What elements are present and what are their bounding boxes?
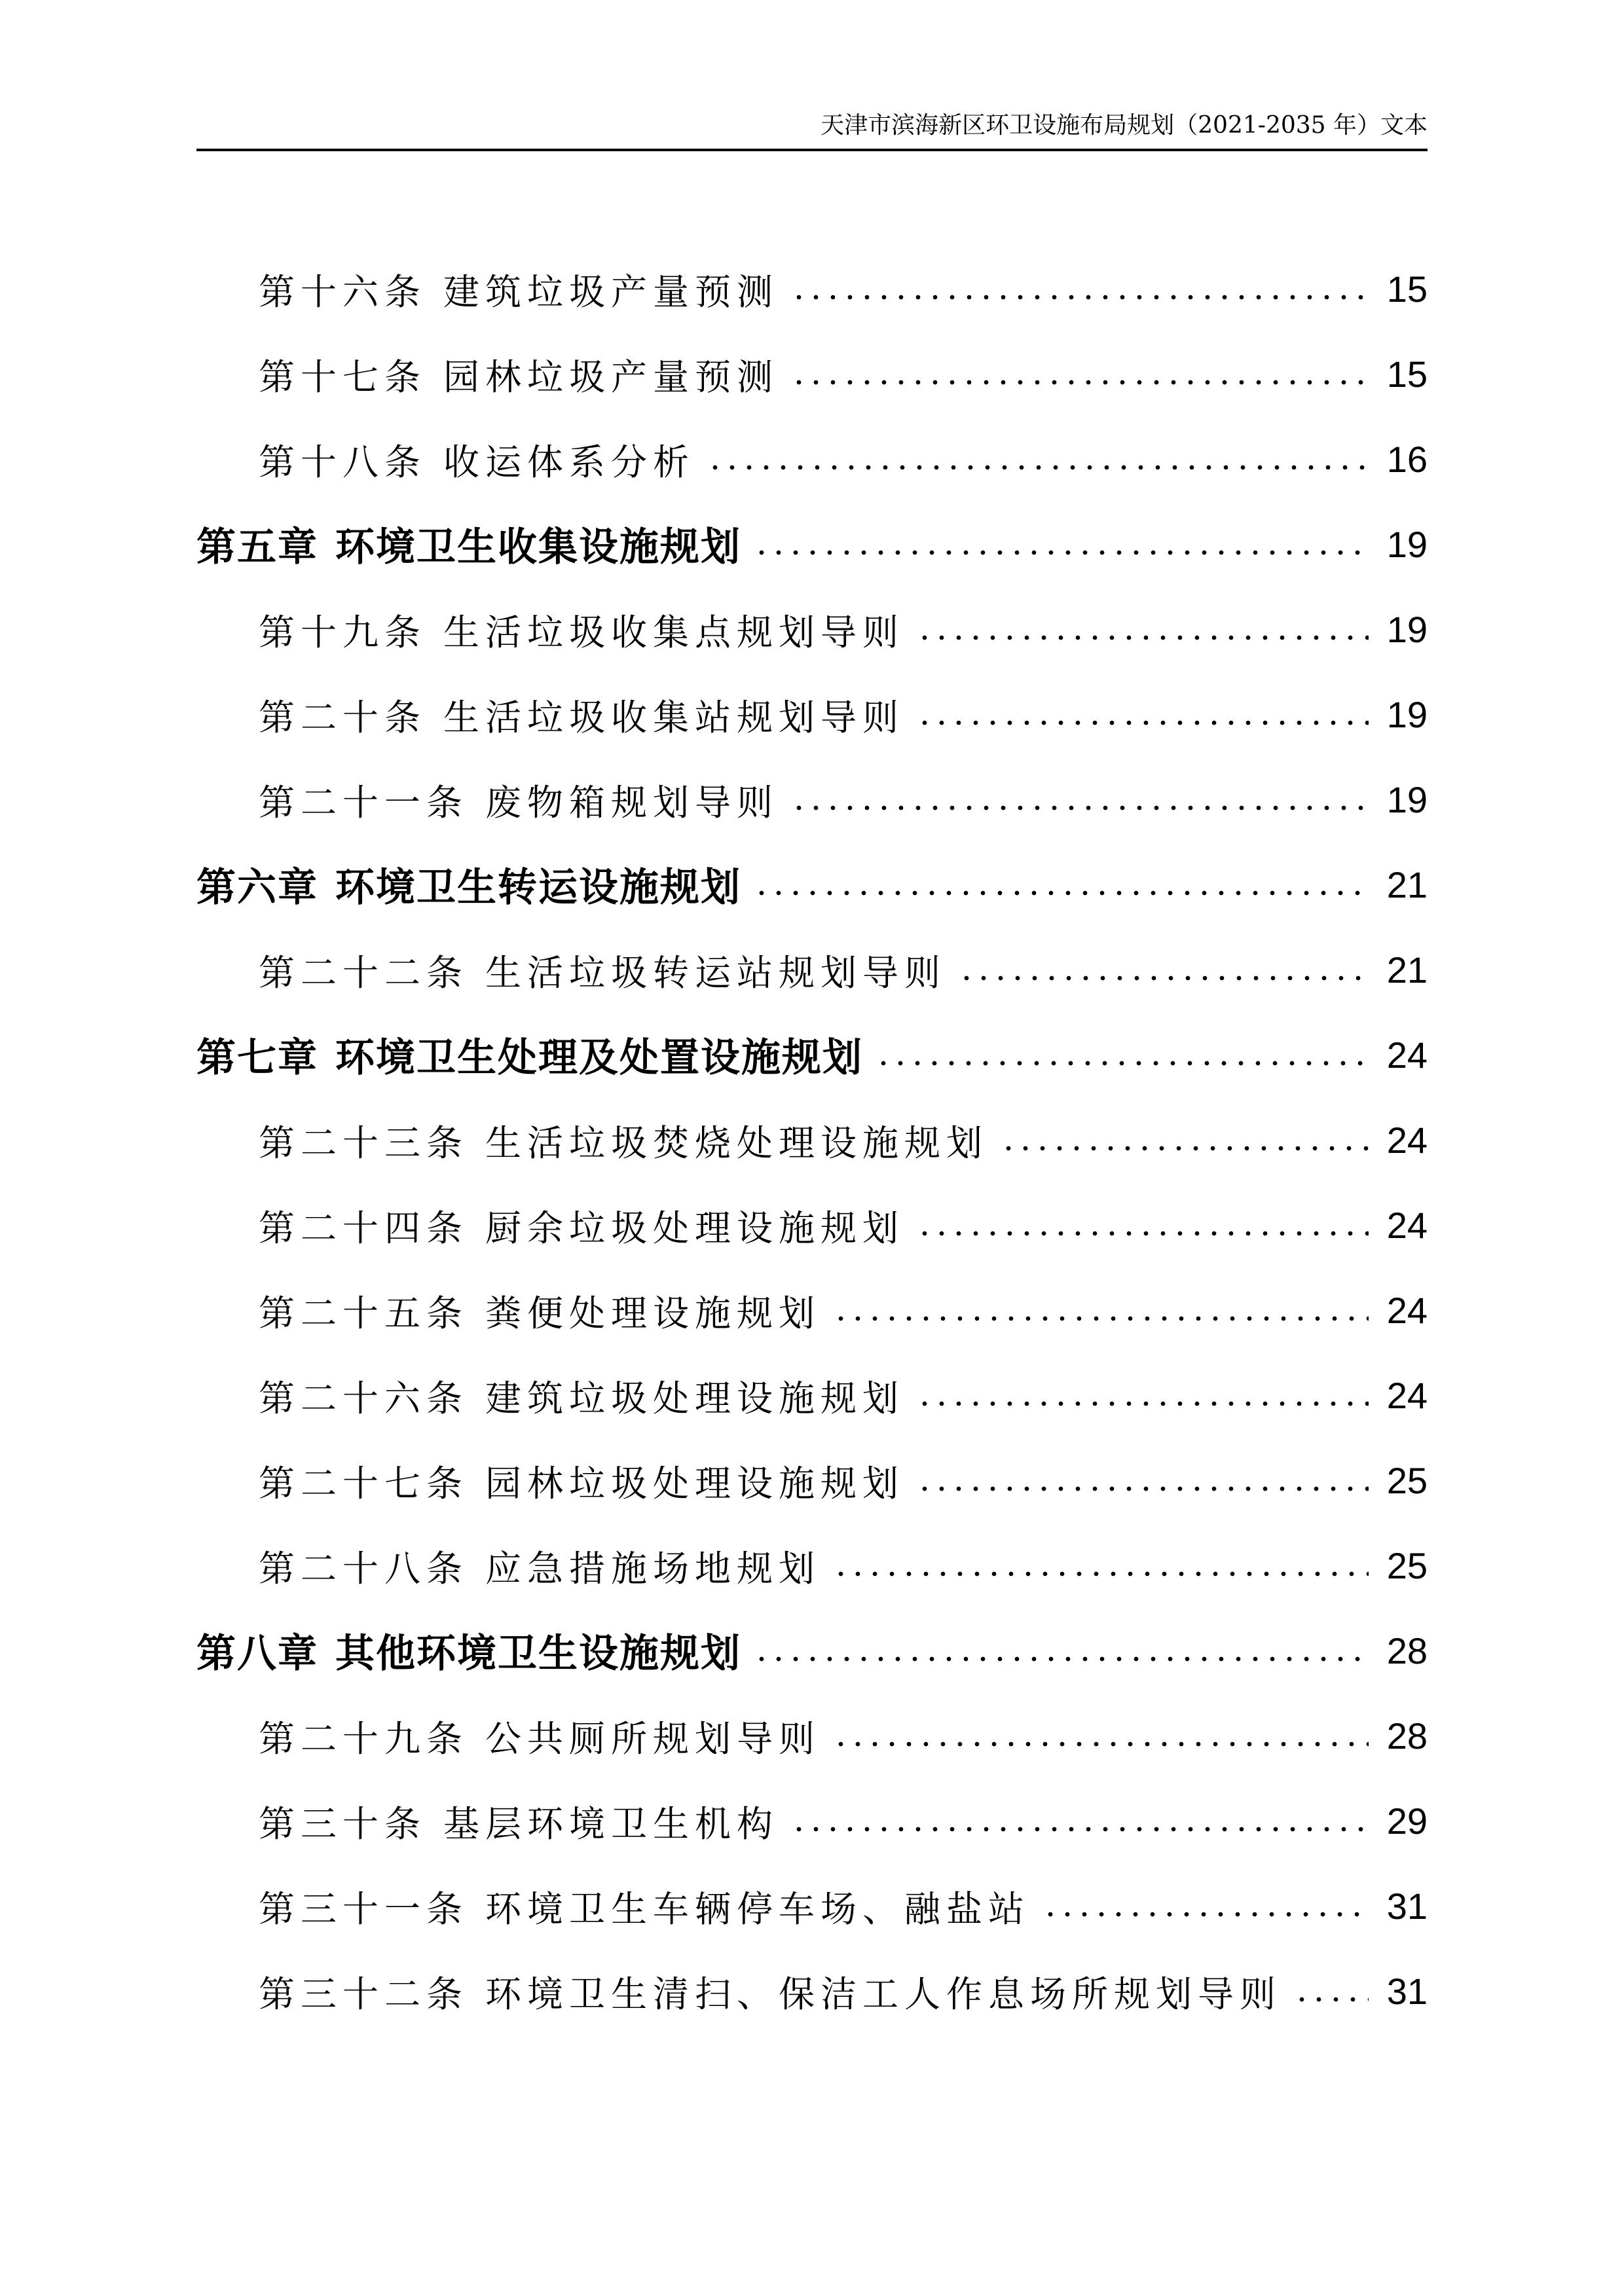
toc-entry-page: 21	[1386, 949, 1428, 991]
toc-entry-number: 第十七条	[259, 355, 427, 398]
toc-entry-label	[196, 856, 741, 913]
toc-entry-label	[259, 604, 904, 655]
toc-entry-article-25[interactable]	[196, 1267, 1428, 1353]
toc-entry-title: 生活垃圾转运站规划导则	[485, 951, 947, 994]
toc-entry-number: 第十八条	[259, 441, 427, 483]
dot-leader	[753, 890, 1369, 896]
toc-entry-label	[259, 1199, 904, 1251]
toc-entry-number: 第十六条	[259, 270, 427, 313]
toc-entry-article-28[interactable]	[196, 1523, 1428, 1608]
toc-entry-title: 其他环境卫生设施规划	[335, 1631, 741, 1677]
toc-entry-title: 基层环境卫生机构	[443, 1802, 779, 1845]
page-header	[196, 0, 1428, 154]
toc-entry-label	[196, 1622, 741, 1679]
dot-leader	[790, 295, 1369, 300]
toc-entry-title: 应急措施场地规划	[485, 1547, 821, 1590]
toc-entry-label	[259, 1455, 904, 1506]
dot-leader	[707, 465, 1369, 470]
toc-entry-label	[259, 1965, 1282, 2017]
dot-leader	[916, 1231, 1369, 1236]
toc-entry-label	[259, 1795, 779, 1847]
toc-entry-title: 园林垃圾处理设施规划	[485, 1462, 905, 1504]
toc-entry-number: 第二十八条	[259, 1547, 469, 1590]
toc-entry-title: 环境卫生车辆停车场、融盐站	[485, 1887, 1031, 1930]
toc-entry-number: 第二十一条	[259, 781, 469, 824]
dot-leader	[916, 635, 1369, 640]
toc-entry-article-16[interactable]	[196, 246, 1428, 331]
dot-leader	[790, 805, 1369, 811]
toc-entry-title: 园林垃圾产量预测	[443, 355, 779, 398]
toc-entry-title: 收运体系分析	[443, 441, 695, 483]
toc-entry-article-30[interactable]	[196, 1778, 1428, 1863]
document-title: 天津市滨海新区环卫设施布局规划（2021-2035 年）文本	[821, 112, 1428, 139]
toc-entry-title: 生活垃圾焚烧处理设施规划	[485, 1121, 989, 1164]
toc-entry-title: 厨余垃圾处理设施规划	[485, 1207, 905, 1249]
toc-entry-number: 第二十七条	[259, 1462, 469, 1504]
toc-entry-page: 24	[1386, 1289, 1428, 1331]
dot-leader	[832, 1316, 1369, 1321]
toc-entry-title: 环境卫生转运设施规划	[335, 865, 741, 911]
toc-entry-label	[259, 1285, 821, 1336]
toc-entry-page: 25	[1386, 1544, 1428, 1586]
toc-entry-label	[259, 263, 779, 315]
toc-entry-title: 环境卫生处理及处置设施规划	[335, 1035, 863, 1081]
toc-entry-page: 19	[1386, 693, 1428, 735]
dot-leader	[832, 1571, 1369, 1576]
dot-leader	[958, 975, 1369, 981]
toc-entry-page: 29	[1386, 1800, 1428, 1842]
toc-entry-title: 生活垃圾收集点规划导则	[443, 611, 905, 653]
toc-entry-number: 第二十六条	[259, 1377, 469, 1419]
toc-entry-label	[196, 1027, 863, 1083]
toc-entry-page: 25	[1386, 1459, 1428, 1501]
toc-entry-chapter-5[interactable]	[196, 501, 1428, 587]
toc-entry-number: 第二十九条	[259, 1717, 469, 1760]
toc-entry-number: 第二十二条	[259, 951, 469, 994]
toc-entry-page: 15	[1386, 268, 1428, 310]
toc-entry-page: 24	[1386, 1204, 1428, 1246]
toc-entry-number: 第三十二条	[259, 1973, 469, 2015]
toc-entry-title: 环境卫生清扫、保洁工人作息场所规划导则	[485, 1973, 1282, 2015]
toc-entry-page: 19	[1386, 608, 1428, 650]
toc-entry-title: 生活垃圾收集站规划导则	[443, 696, 905, 738]
toc-entry-number: 第三十条	[259, 1802, 427, 1845]
toc-entry-number: 第二十四条	[259, 1207, 469, 1249]
toc-entry-article-24[interactable]	[196, 1182, 1428, 1267]
toc-entry-page: 24	[1386, 1119, 1428, 1161]
dot-leader	[832, 1741, 1369, 1747]
toc-entry-number: 第七章	[196, 1035, 318, 1081]
toc-entry-label	[259, 689, 904, 740]
dot-leader	[753, 1656, 1369, 1662]
dot-leader	[790, 1827, 1369, 1832]
toc-entry-title: 建筑垃圾产量预测	[443, 270, 779, 313]
toc-entry-label	[196, 516, 741, 572]
toc-entry-page: 24	[1386, 1034, 1428, 1076]
dot-leader	[916, 1486, 1369, 1491]
toc-entry-article-29[interactable]	[196, 1693, 1428, 1778]
toc-entry-title: 建筑垃圾处理设施规划	[485, 1377, 905, 1419]
toc-entry-article-21[interactable]	[196, 757, 1428, 842]
toc-entry-article-22[interactable]	[196, 927, 1428, 1012]
dot-leader	[1293, 1997, 1369, 2002]
toc-entry-page: 19	[1386, 778, 1428, 820]
toc-entry-article-26[interactable]	[196, 1353, 1428, 1438]
toc-entry-chapter-7[interactable]	[196, 1012, 1428, 1097]
dot-leader	[1000, 1146, 1369, 1151]
toc-entry-page: 28	[1386, 1630, 1428, 1671]
toc-entry-article-31[interactable]	[196, 1863, 1428, 1948]
toc-entry-number: 第三十一条	[259, 1887, 469, 1930]
toc-entry-title: 粪便处理设施规划	[485, 1292, 821, 1334]
toc-entry-label	[259, 1114, 988, 1166]
toc-entry-article-23[interactable]	[196, 1097, 1428, 1182]
toc-entry-page: 19	[1386, 523, 1428, 565]
toc-entry-page: 15	[1386, 353, 1428, 395]
header-divider	[196, 149, 1428, 151]
toc-entry-label	[259, 348, 779, 400]
toc-entry-page: 16	[1386, 438, 1428, 480]
toc-entry-chapter-6[interactable]	[196, 842, 1428, 927]
dot-leader	[916, 720, 1369, 725]
dot-leader	[916, 1401, 1369, 1406]
toc-entry-page: 21	[1386, 864, 1428, 905]
dot-leader	[875, 1061, 1369, 1066]
toc-entry-number: 第二十条	[259, 696, 427, 738]
toc-entry-title: 废物箱规划导则	[485, 781, 779, 824]
toc-entry-title: 公共厕所规划导则	[485, 1717, 821, 1760]
toc-entry-number: 第八章	[196, 1631, 318, 1677]
toc-entry-article-19[interactable]	[196, 587, 1428, 672]
dot-leader	[1042, 1912, 1369, 1917]
toc-entry-article-17[interactable]	[196, 331, 1428, 416]
toc-entry-label	[259, 433, 695, 485]
toc-entry-article-27[interactable]	[196, 1438, 1428, 1523]
toc-entry-page: 24	[1386, 1374, 1428, 1416]
dot-leader	[753, 550, 1369, 555]
toc-entry-article-32[interactable]	[196, 1948, 1428, 2033]
toc-entry-page: 31	[1386, 1970, 1428, 2012]
toc-entry-title: 环境卫生收集设施规划	[335, 524, 741, 570]
toc-entry-label	[259, 1370, 904, 1421]
toc-entry-number: 第五章	[196, 524, 318, 570]
toc-entry-article-20[interactable]	[196, 672, 1428, 757]
toc-entry-page: 28	[1386, 1715, 1428, 1757]
toc-entry-number: 第二十五条	[259, 1292, 469, 1334]
toc-entry-number: 第十九条	[259, 611, 427, 653]
table-of-contents	[196, 246, 1428, 2033]
toc-entry-number: 第六章	[196, 865, 318, 911]
toc-entry-page: 31	[1386, 1885, 1428, 1927]
toc-entry-number: 第二十三条	[259, 1121, 469, 1164]
toc-entry-label	[259, 1710, 821, 1762]
toc-entry-label	[259, 774, 779, 826]
toc-entry-label	[259, 1540, 821, 1592]
toc-entry-label	[259, 1880, 1030, 1932]
toc-entry-label	[259, 944, 946, 996]
toc-entry-chapter-8[interactable]	[196, 1608, 1428, 1693]
dot-leader	[790, 380, 1369, 385]
toc-entry-article-18[interactable]	[196, 416, 1428, 501]
